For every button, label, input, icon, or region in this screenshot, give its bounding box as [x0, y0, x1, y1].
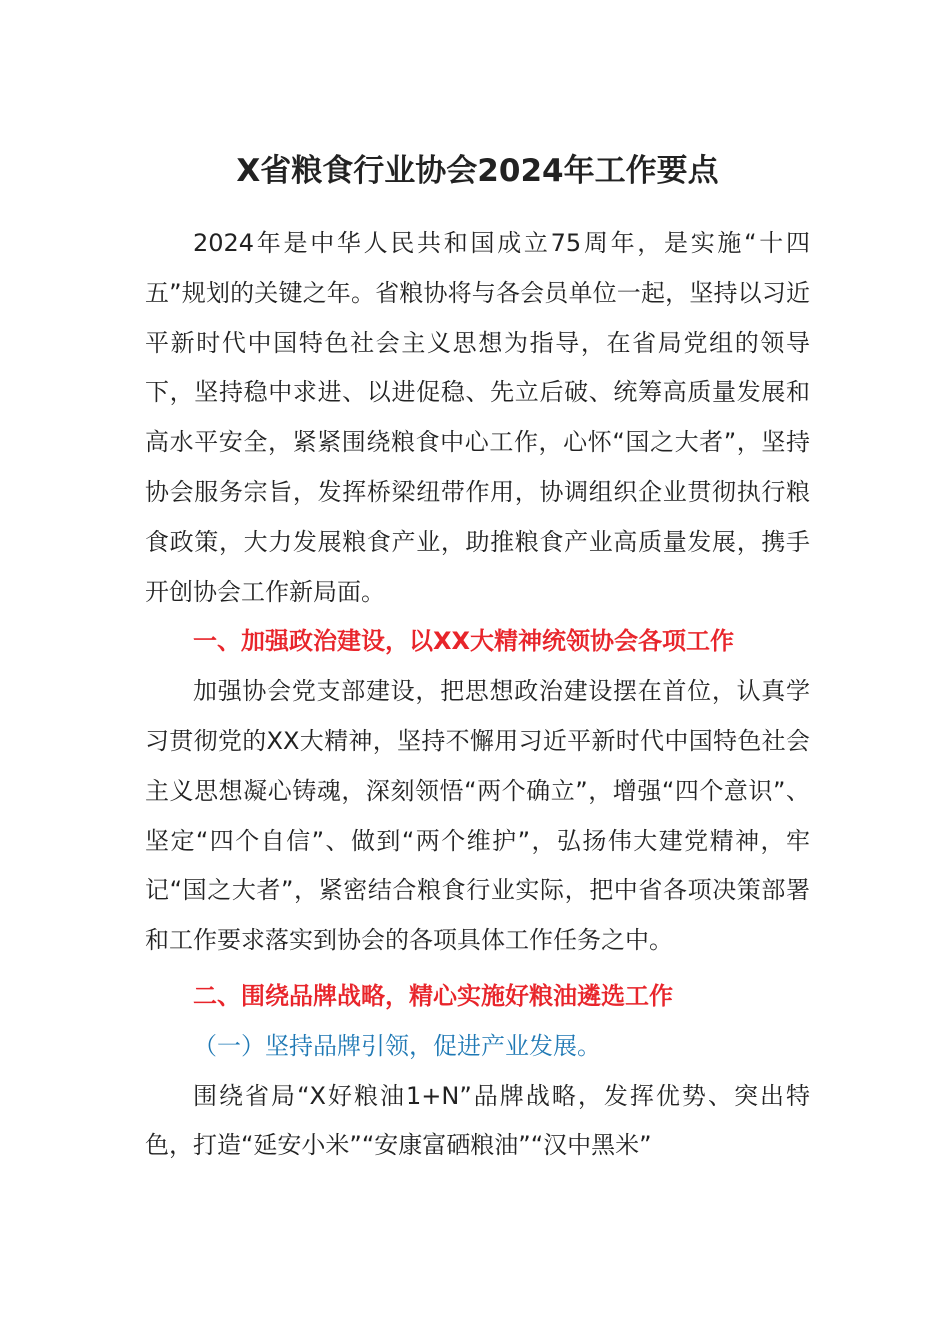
section-2-heading: 二、围绕品牌战略，精心实施好粮油遴选工作 — [193, 981, 673, 1010]
section-1-heading: 一、加强政治建设，以XX大精神统领协会各项工作 — [193, 627, 735, 656]
document-title: X省粮食行业协会2024年工作要点 — [236, 153, 719, 189]
intro-paragraph: 2024年是中华人民共和国成立75周年，是实施“十四五”规划的关键之年。省粮协将与各会员单位一起，坚持以习近平新时代中国特色社会主义思想为指导，在省局党组的领导下，坚持稳中求进、以进促稳、先立后破、统筹高质量发展和高水平安全，紧紧围绕粮食中心工作，心怀“国之大者”，坚持协会服务宗旨，发挥桥梁纽带作用，协调组织企业贯彻执行粮食政策，大力发展粮食产业，助推粮食产业高质量发展，携手开创协会工作新局面。 — [145, 229, 810, 606]
subsection-2-1-heading: （一）坚持品牌引领，促进产业发展。 — [193, 1031, 601, 1060]
document-content — [145, 145, 810, 1171]
section-1-paragraph: 加强协会党支部建设，把思想政治建设摆在首位，认真学习贯彻党的XX大精神，坚持不懈用习近平新时代中国特色社会主义思想凝心铸魂，深刻领悟“两个确立”，增强“四个意识”、坚定“四个自信”、做到“两个维护”，弘扬伟大建党精神，牢记“国之大者”，紧密结合粮食行业实际，把中省各项决策部署和工作要求落实到协会的各项具体工作任务之中。 — [145, 677, 810, 955]
subsection-2-1-paragraph: 围绕省局“X好粮油1+N”品牌战略，发挥优势、突出特色，打造“延安小米”“安康富硒粮油”“汉中黑米” — [145, 1081, 810, 1160]
